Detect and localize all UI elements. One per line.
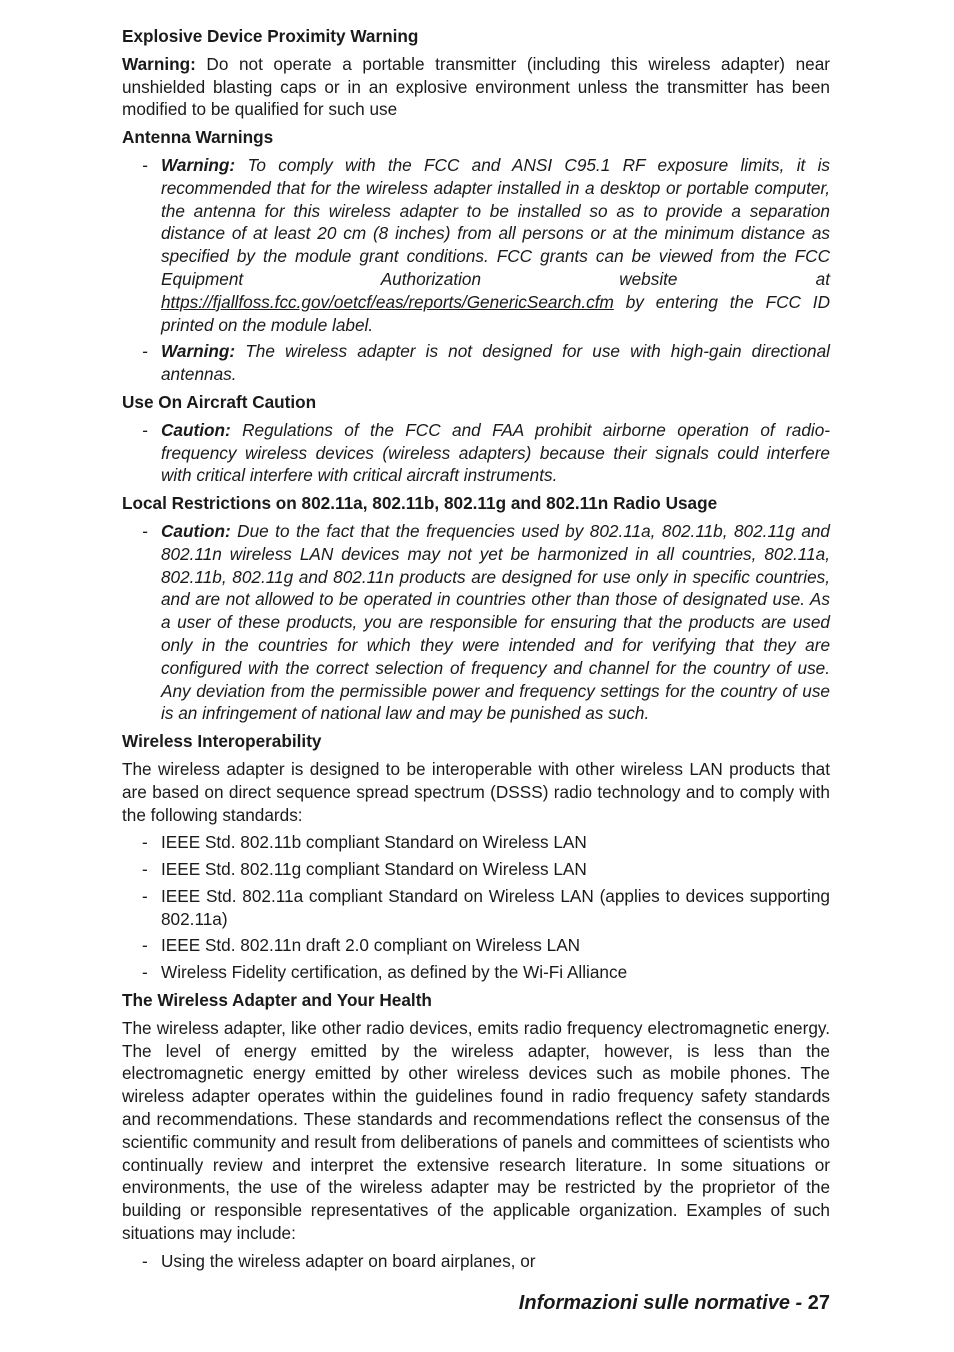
paragraph-explosive: [122, 53, 830, 121]
warning-text: The wireless adapter is not designed for use with high-gain directional antennas.: [161, 341, 830, 385]
warning-tail: by entering the FCC ID printed on the module label.: [161, 291, 830, 335]
list-item: - IEEE Std. 802.11b compliant Standard on Wireless LAN: [122, 831, 830, 854]
paragraph-health: The wireless adapter, like other radio devices, emits radio frequency electromagnetic energy. The level of energy emitted by the wireless adapter, however, is less than the electromagnetic energy emitted by other wireless devices such as mobile phones. The wireless adapter operates within the guidelines found in radio frequency safety standards and recommendations. These standards and recommendations reflect the consensus of the scientific community and result from deliberations of panels and committees of scientists who continually review and interpret the extensive research literature. In some situations or environments, the use of the wireless adapter may be restricted by the proprietor of the building or responsible representatives of the applicable organization. Examples of such situations may include:: [122, 1017, 830, 1244]
footer-title: Informazioni sulle normative -: [518, 1292, 803, 1314]
heading-interoperability: Wireless Interoperability: [122, 731, 322, 752]
caution-label: Caution:: [161, 419, 231, 440]
list-item: [122, 419, 830, 487]
list-item: [122, 340, 830, 386]
list-health: [122, 1250, 830, 1273]
list-item: [122, 154, 830, 336]
caution-text: Due to the fact that the frequencies used by 802.11a, 802.11b, 802.11g and 802.11n wireless LAN devices may not yet be harmonized in all countries, 802.11a, 802.11b, 802.11g and 802.11n products are designed for use only in specific countries, and are not allowed to be operated in countries other than those of designated use. As a user of these products, you are responsible for ensuring that the products are used only in the countries for which they were intended and for verifying that they are configured with the correct selection of frequency and channel for the country of use. Any deviation from the permissible power and frequency settings for the country of use is an infringement of national law and may be punished as such.: [161, 520, 830, 724]
list-item: - Using the wireless adapter on board airplanes, or: [122, 1250, 830, 1273]
warning-text: To comply with the FCC and ANSI C95.1 RF exposure limits, it is recommended that for the wireless adapter installed in a desktop or portable computer, the antenna for this wireless adapter to be installed so as to provide a separation distance of at least 20 cm (8 inches) from all persons or at the minimum distance as specified by the module grant conditions. FCC grants can be viewed from the FCC Equipment Authorization website at: [161, 154, 830, 289]
heading-health: The Wireless Adapter and Your Health: [122, 990, 432, 1011]
warning-text: Do not operate a portable transmitter (including this wireless adapter) near unshielded blasting caps or in an explosive environment unless the transmitter has been modified to be qualified for such use: [122, 53, 830, 120]
caution-text: Regulations of the FCC and FAA prohibit airborne operation of radio-frequency wireless devices (wireless adapters) because their signals could interfere with critical interfere with critical aircraft instruments.: [161, 419, 830, 486]
heading-local-restrictions: Local Restrictions on 802.11a, 802.11b, 802.11g and 802.11n Radio Usage: [122, 493, 718, 514]
list-aircraft: [122, 419, 830, 487]
warning-label: Warning:: [161, 341, 236, 362]
list-antenna: [122, 154, 830, 386]
page-footer: [122, 1291, 830, 1315]
fcc-link[interactable]: https://fjallfoss.fcc.gov/oetcf/eas/reports/GenericSearch.cfm: [161, 291, 614, 312]
caution-label: Caution:: [161, 520, 231, 541]
document-page: [122, 25, 830, 1278]
page-number: 27: [807, 1292, 830, 1314]
warning-label: Warning:: [122, 53, 196, 74]
list-item: - IEEE Std. 802.11a compliant Standard on Wireless LAN (applies to devices supporting 802.11a): [122, 885, 830, 931]
list-local-restrictions: [122, 520, 830, 725]
list-item: - IEEE Std. 802.11g compliant Standard on Wireless LAN: [122, 858, 830, 881]
paragraph-interoperability: The wireless adapter is designed to be interoperable with other wireless LAN products that are based on direct sequence spread spectrum (DSSS) radio technology and to comply with the following standards:: [122, 758, 830, 825]
list-item: [122, 520, 830, 725]
warning-label: Warning:: [161, 154, 236, 175]
heading-aircraft: Use On Aircraft Caution: [122, 391, 317, 412]
list-item: - Wireless Fidelity certification, as defined by the Wi-Fi Alliance: [122, 961, 830, 984]
list-item: - IEEE Std. 802.11n draft 2.0 compliant on Wireless LAN: [122, 934, 830, 957]
heading-antenna: Antenna Warnings: [122, 127, 274, 148]
list-standards: [122, 831, 830, 984]
heading-explosive: Explosive Device Proximity Warning: [122, 26, 419, 46]
